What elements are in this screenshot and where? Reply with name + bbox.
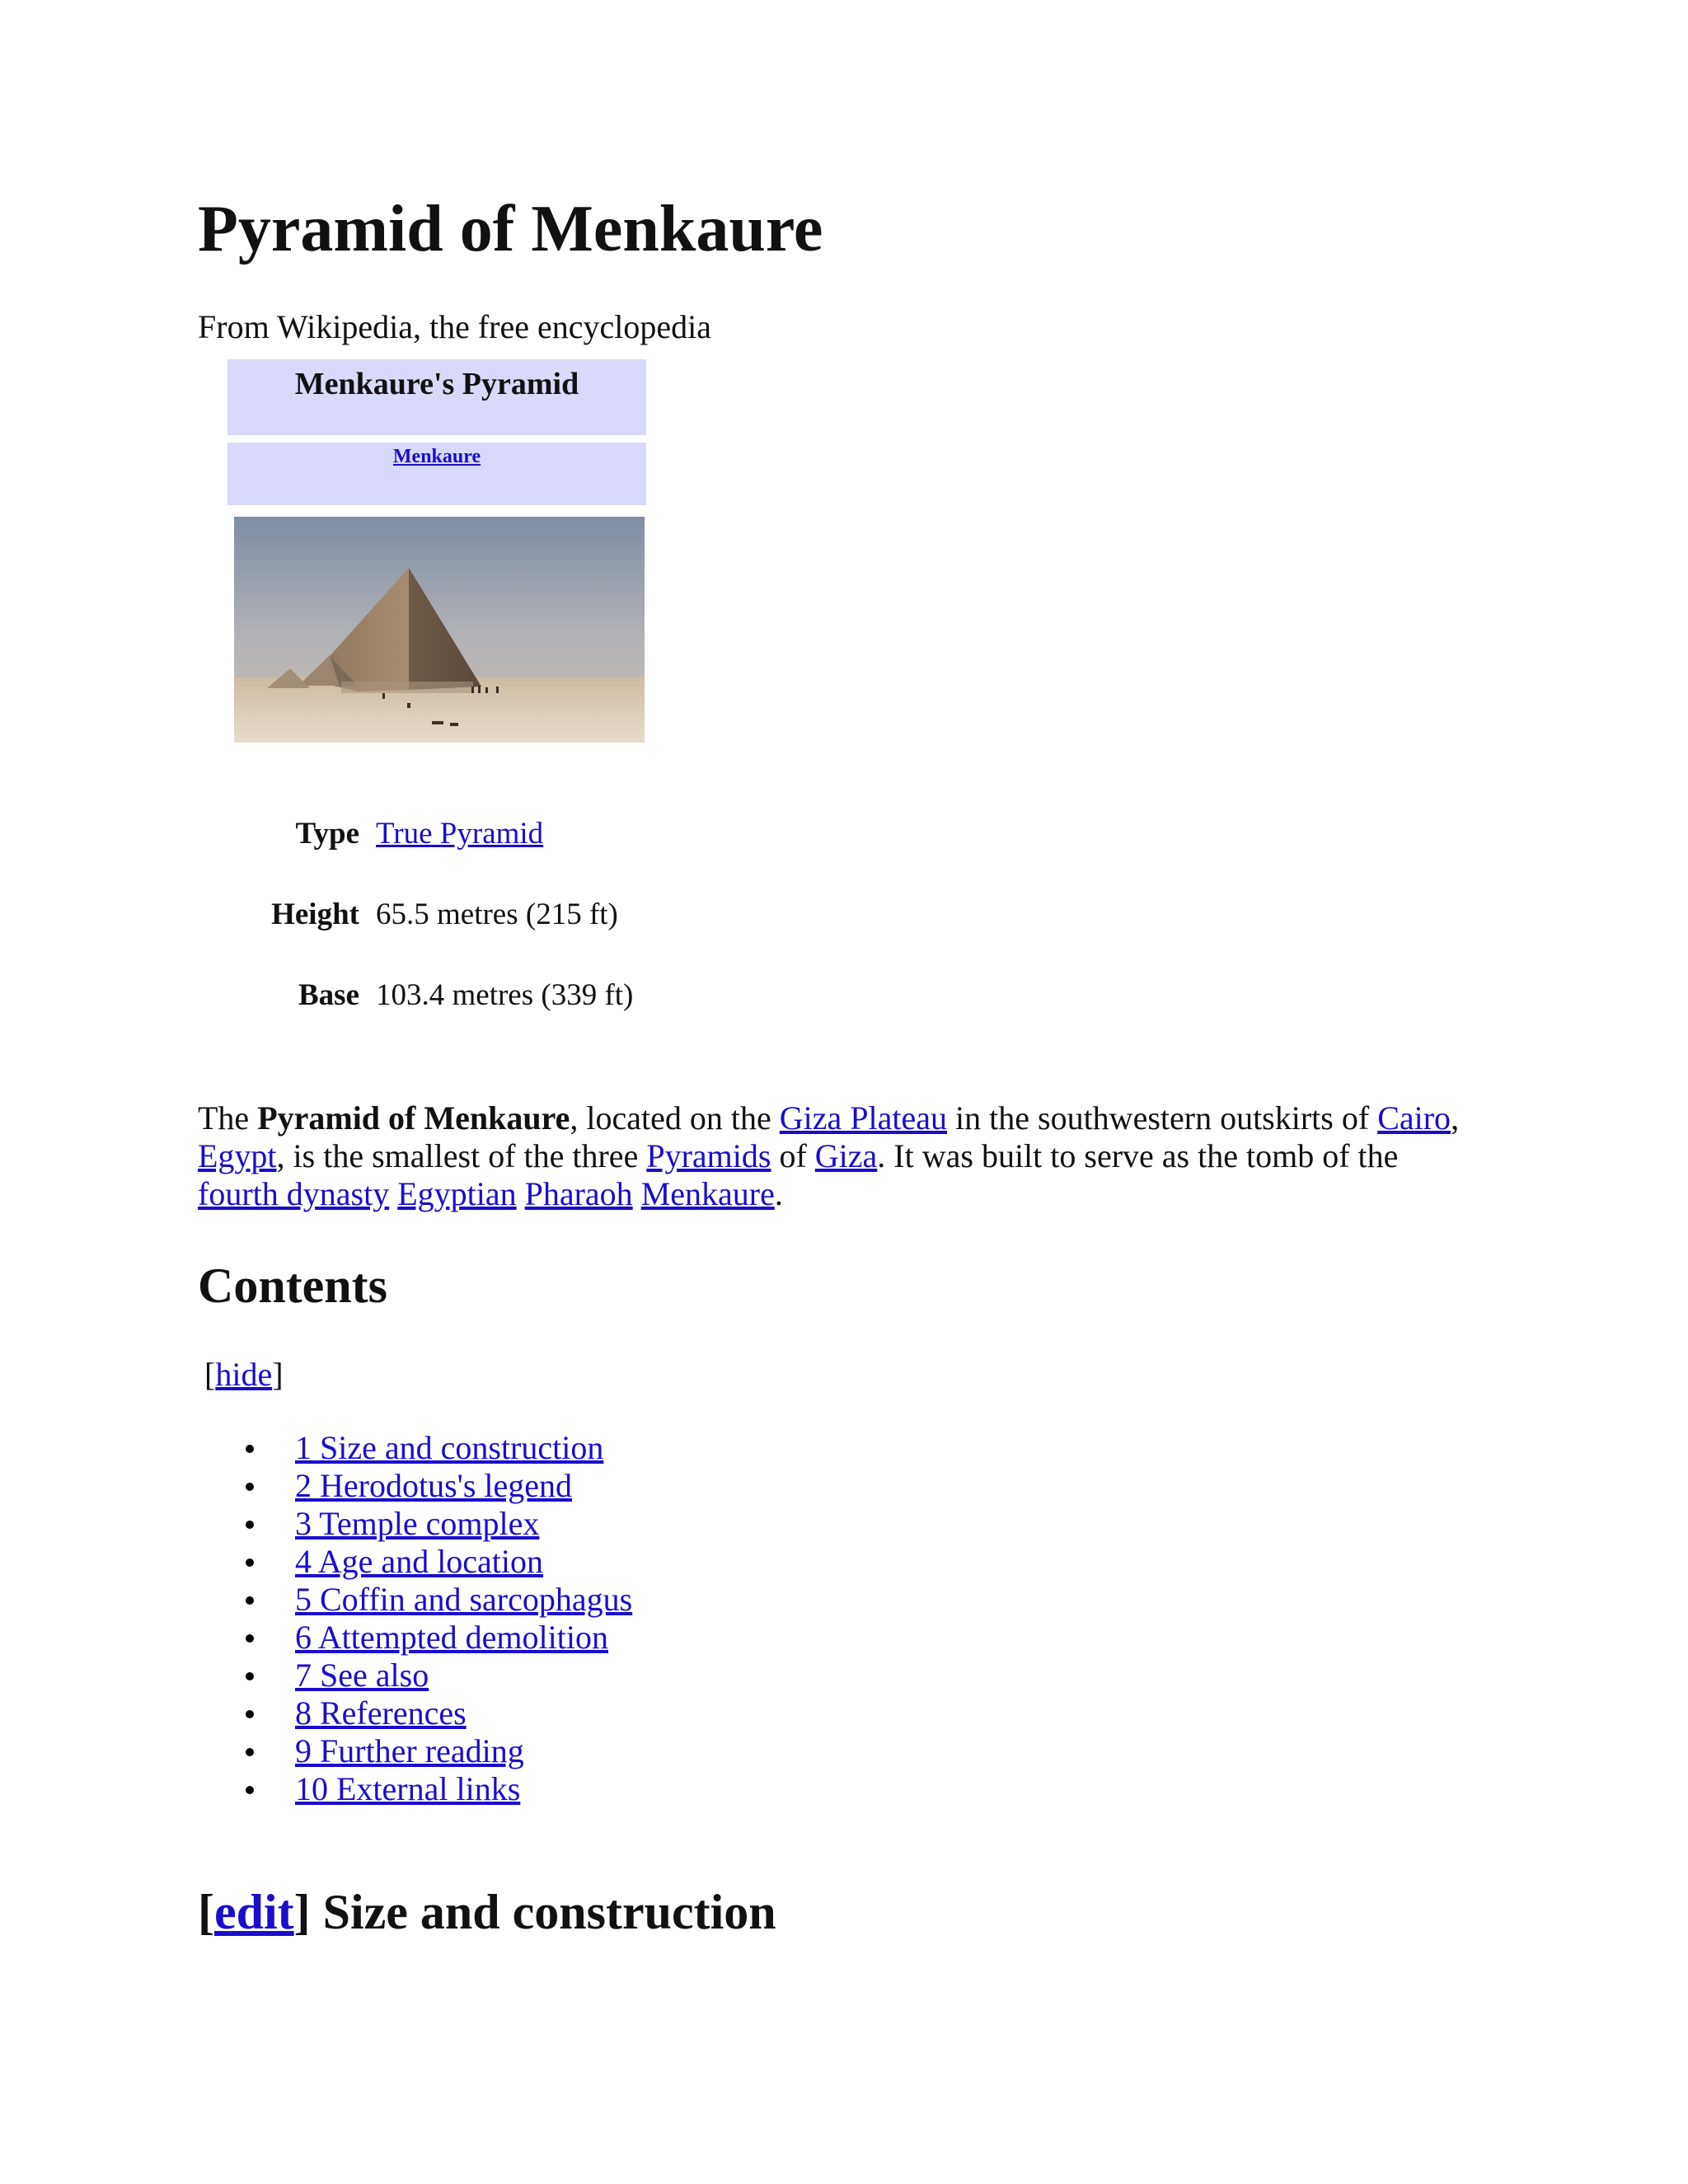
intro-line-1 xyxy=(198,1099,1500,1137)
bullet-icon xyxy=(246,1672,254,1680)
bullet-icon xyxy=(246,1596,254,1605)
bullet-icon xyxy=(246,1786,254,1794)
intro-line-2 xyxy=(198,1137,1500,1175)
toc-item xyxy=(244,1467,632,1505)
toc-item xyxy=(244,1543,632,1581)
intro-paragraph xyxy=(198,1099,1500,1213)
bracket-close: ] xyxy=(293,1885,311,1939)
bullet-icon xyxy=(246,1748,254,1756)
toc-link-external-links[interactable]: 10 External links xyxy=(295,1770,521,1807)
section-heading-text: Size and construction xyxy=(310,1885,776,1939)
intro-text: . It was built to serve as the tomb of the xyxy=(877,1137,1399,1174)
intro-text: of xyxy=(771,1137,815,1174)
pyramids-link[interactable]: Pyramids xyxy=(646,1137,771,1174)
true-pyramid-link[interactable]: True Pyramid xyxy=(376,817,544,851)
infobox-pyramid-image[interactable] xyxy=(234,517,645,743)
menkaure-link[interactable]: Menkaure xyxy=(640,1175,775,1212)
bullet-icon xyxy=(246,1710,254,1718)
toc-link-temple-complex[interactable]: 3 Temple complex xyxy=(295,1505,540,1542)
fourth-dynasty-link[interactable]: fourth dynasty xyxy=(198,1175,390,1212)
intro-text xyxy=(389,1175,397,1212)
pyramid-photo-icon xyxy=(234,517,645,743)
intro-text xyxy=(633,1175,641,1212)
toc-item xyxy=(244,1581,632,1619)
toc-item xyxy=(244,1732,632,1770)
infobox-header: Menkaure's Pyramid xyxy=(227,359,646,435)
intro-text: . xyxy=(774,1175,783,1212)
toc-link-references[interactable]: 8 References xyxy=(295,1694,467,1732)
toc-item xyxy=(244,1429,632,1467)
intro-text: , located on the xyxy=(570,1099,780,1137)
intro-text: in the southwestern outskirts of xyxy=(947,1099,1378,1137)
intro-line-3 xyxy=(198,1175,1500,1213)
intro-text: The xyxy=(198,1099,258,1137)
bracket-close: ] xyxy=(272,1356,284,1393)
infobox-subheader xyxy=(227,443,646,505)
infobox-value-base: 103.4 metres (339 ft) xyxy=(376,978,634,1012)
edit-section-link[interactable]: edit xyxy=(213,1885,294,1939)
egyptian-link[interactable]: Egyptian xyxy=(397,1175,517,1212)
section-heading-size-construction xyxy=(198,1887,776,1937)
bracket-open: [ xyxy=(204,1356,216,1393)
toc-item xyxy=(244,1694,632,1732)
toc-link-herodotus-legend[interactable]: 2 Herodotus's legend xyxy=(295,1467,573,1504)
infobox-row-base xyxy=(227,977,804,1027)
toc-link-further-reading[interactable]: 9 Further reading xyxy=(295,1732,524,1769)
toc-hide-link[interactable]: hide xyxy=(215,1356,273,1393)
infobox-value-height: 65.5 metres (215 ft) xyxy=(376,898,618,931)
contents-title: Contents xyxy=(198,1258,388,1313)
intro-bold-title: Pyramid of Menkaure xyxy=(257,1099,570,1137)
toc-link-age-location[interactable]: 4 Age and location xyxy=(295,1543,544,1580)
infobox-label-base: Base xyxy=(298,978,359,1012)
toc-link-coffin-sarcophagus[interactable]: 5 Coffin and sarcophagus xyxy=(295,1581,633,1618)
bullet-icon xyxy=(246,1445,254,1453)
toc-link-see-also[interactable]: 7 See also xyxy=(295,1657,429,1694)
bullet-icon xyxy=(246,1558,254,1567)
intro-text: , is the smallest of the three xyxy=(276,1137,647,1174)
infobox-row-type xyxy=(227,816,804,865)
intro-text xyxy=(517,1175,525,1212)
intro-text: , xyxy=(1451,1099,1460,1137)
toc-item xyxy=(244,1505,632,1543)
page-subtitle: From Wikipedia, the free encyclopedia xyxy=(198,308,711,345)
bracket-open: [ xyxy=(198,1885,214,1939)
toc-item xyxy=(244,1770,632,1808)
infobox-row-height xyxy=(227,897,804,946)
giza-plateau-link[interactable]: Giza Plateau xyxy=(779,1099,948,1137)
toc-toggle xyxy=(204,1355,284,1394)
page-title: Pyramid of Menkaure xyxy=(198,193,823,265)
infobox-label-height: Height xyxy=(271,898,359,931)
cairo-link[interactable]: Cairo xyxy=(1377,1099,1451,1137)
toc-link-attempted-demolition[interactable]: 6 Attempted demolition xyxy=(295,1619,608,1656)
toc-link-size-construction[interactable]: 1 Size and construction xyxy=(295,1429,604,1466)
pharaoh-link[interactable]: Pharaoh xyxy=(524,1175,633,1212)
egypt-link[interactable]: Egypt xyxy=(198,1137,277,1174)
toc-list xyxy=(244,1429,632,1808)
infobox-label-type: Type xyxy=(295,817,359,851)
giza-link[interactable]: Giza xyxy=(814,1137,878,1174)
bullet-icon xyxy=(246,1634,254,1643)
bullet-icon xyxy=(246,1521,254,1529)
toc-item xyxy=(244,1657,632,1694)
toc-item xyxy=(244,1619,632,1657)
bullet-icon xyxy=(246,1483,254,1491)
infobox-menkaure-link[interactable]: Menkaure xyxy=(392,446,481,467)
